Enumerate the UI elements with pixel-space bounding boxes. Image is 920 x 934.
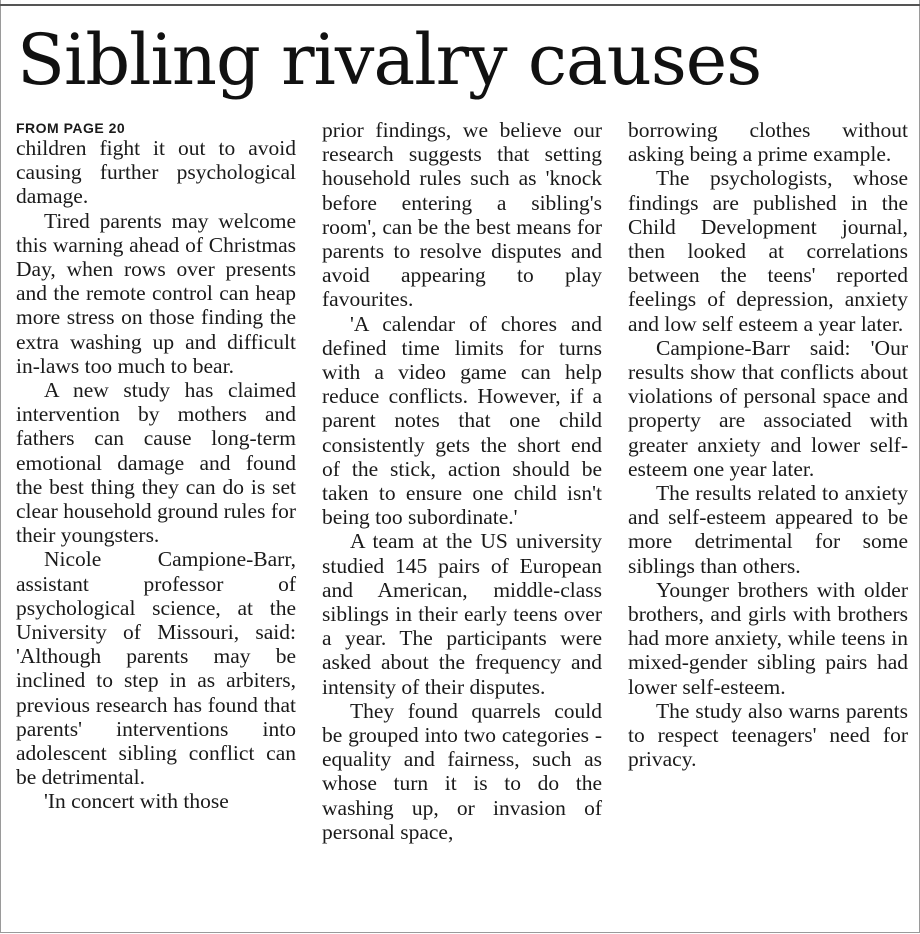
paragraph: The results related to anxiety and self-esteem appeared to be more detrimental for some siblings than others. bbox=[628, 481, 908, 578]
paragraph: They found quarrels could be grouped into two categories - equality and fairness, such as whose turn it is to do the washing up, or invasion of personal space, bbox=[322, 698, 602, 844]
top-rule bbox=[0, 4, 920, 6]
paragraph: The study also warns parents to respect teenagers' need for privacy. bbox=[628, 698, 908, 772]
paragraph: Nicole Campione-Barr, assistant professor of psychological science, at the University of Missouri, said: 'Although parents may be inclined to step in as arbiters, previous research has found that parents' interventions into adolescent sibling conflict can be detrimental. bbox=[16, 547, 296, 790]
article-column-3 bbox=[628, 118, 908, 771]
article-column-1 bbox=[16, 118, 296, 814]
paragraph: The psychologists, whose findings are published in the Child Development journal, then looked at correlations between the teens' reported feelings of depression, anxiety and low self esteem a year later. bbox=[628, 166, 908, 336]
article-column-2 bbox=[322, 118, 602, 844]
headline: Sibling rivalry causes bbox=[17, 19, 762, 101]
paragraph: Younger brothers with older brothers, and girls with brothers had more anxiety, while teens in mixed-gender sibling pairs had lower self-esteem. bbox=[628, 577, 908, 699]
paragraph: prior findings, we believe our research suggests that setting household rules such as 'knock before entering a sibling's room', can be the best means for parents to resolve disputes and avoid appearing to play favourites. bbox=[322, 118, 602, 312]
paragraph: Campione-Barr said: 'Our results show that conflicts about violations of personal space and property are associated with greater anxiety and lower self-esteem one year later. bbox=[628, 335, 908, 481]
paragraph: A team at the US university studied 145 pairs of European and American, middle-class siblings in their early teens over a year. The participants were asked about the frequency and intensity of their disputes. bbox=[322, 529, 602, 699]
paragraph: 'A calendar of chores and defined time limits for turns with a video game can help reduce conflicts. However, if a parent notes that one child consistently gets the short end of the stick, action should be taken to ensure one child isn't being too subordinate.' bbox=[322, 311, 602, 530]
paragraph: Tired parents may welcome this warning ahead of Christmas Day, when rows over presents and the remote control can heap more stress on those finding the extra washing up and difficult in-laws too much to bear. bbox=[16, 208, 296, 378]
paragraph: 'In concert with those bbox=[44, 789, 229, 814]
paragraph: children fight it out to avoid causing further psychological damage. bbox=[16, 136, 296, 209]
paragraph: borrowing clothes without asking being a prime example. bbox=[628, 118, 908, 167]
paragraph: A new study has claimed intervention by mothers and fathers can cause long-term emotional damage and found the best thing they can do is set clear household ground rules for their youngsters. bbox=[16, 378, 296, 548]
jump-label: FROM PAGE 20 bbox=[16, 120, 126, 136]
